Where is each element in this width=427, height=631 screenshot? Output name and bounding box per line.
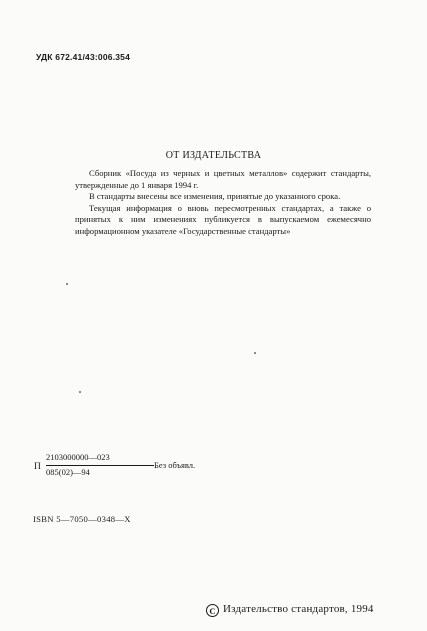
page-heading: ОТ ИЗДАТЕЛЬСТВА [165,150,262,161]
paragraph-collection: Сборник «Посуда из черных и цветных металлов» содержит стандарты, утвержденные до 1 января 1994 г. [75,168,371,190]
publisher-note-body [75,168,371,238]
copyright-line [206,603,374,617]
publication-denominator: 085(02)—94 [46,467,90,477]
udk-code: УДК 672.41/43:006.354 [36,52,131,62]
publication-note: Без объявл. [154,460,196,470]
paper-speck [79,391,81,393]
publication-numerator: 2103000000—023 [46,452,110,462]
paper-speck [254,352,256,354]
isbn: ISBN 5—7050—0348—X [33,514,131,524]
copyright-icon: C [206,604,219,617]
paper-speck [66,283,68,285]
publication-fraction [46,452,154,477]
copyright-text: Издательство стандартов, 1994 [223,603,374,615]
publication-letter: П [34,462,41,472]
paragraph-changes: В стандарты внесены все изменения, принятые до указанного срока. [89,191,341,202]
paragraph-information: Текущая информация о вновь пересмотренных стандартах, а также о принятых к ним изменениях публикуется в выпускаемом ежемесячно информационном указателе «Государственные стандарты» [75,202,371,236]
